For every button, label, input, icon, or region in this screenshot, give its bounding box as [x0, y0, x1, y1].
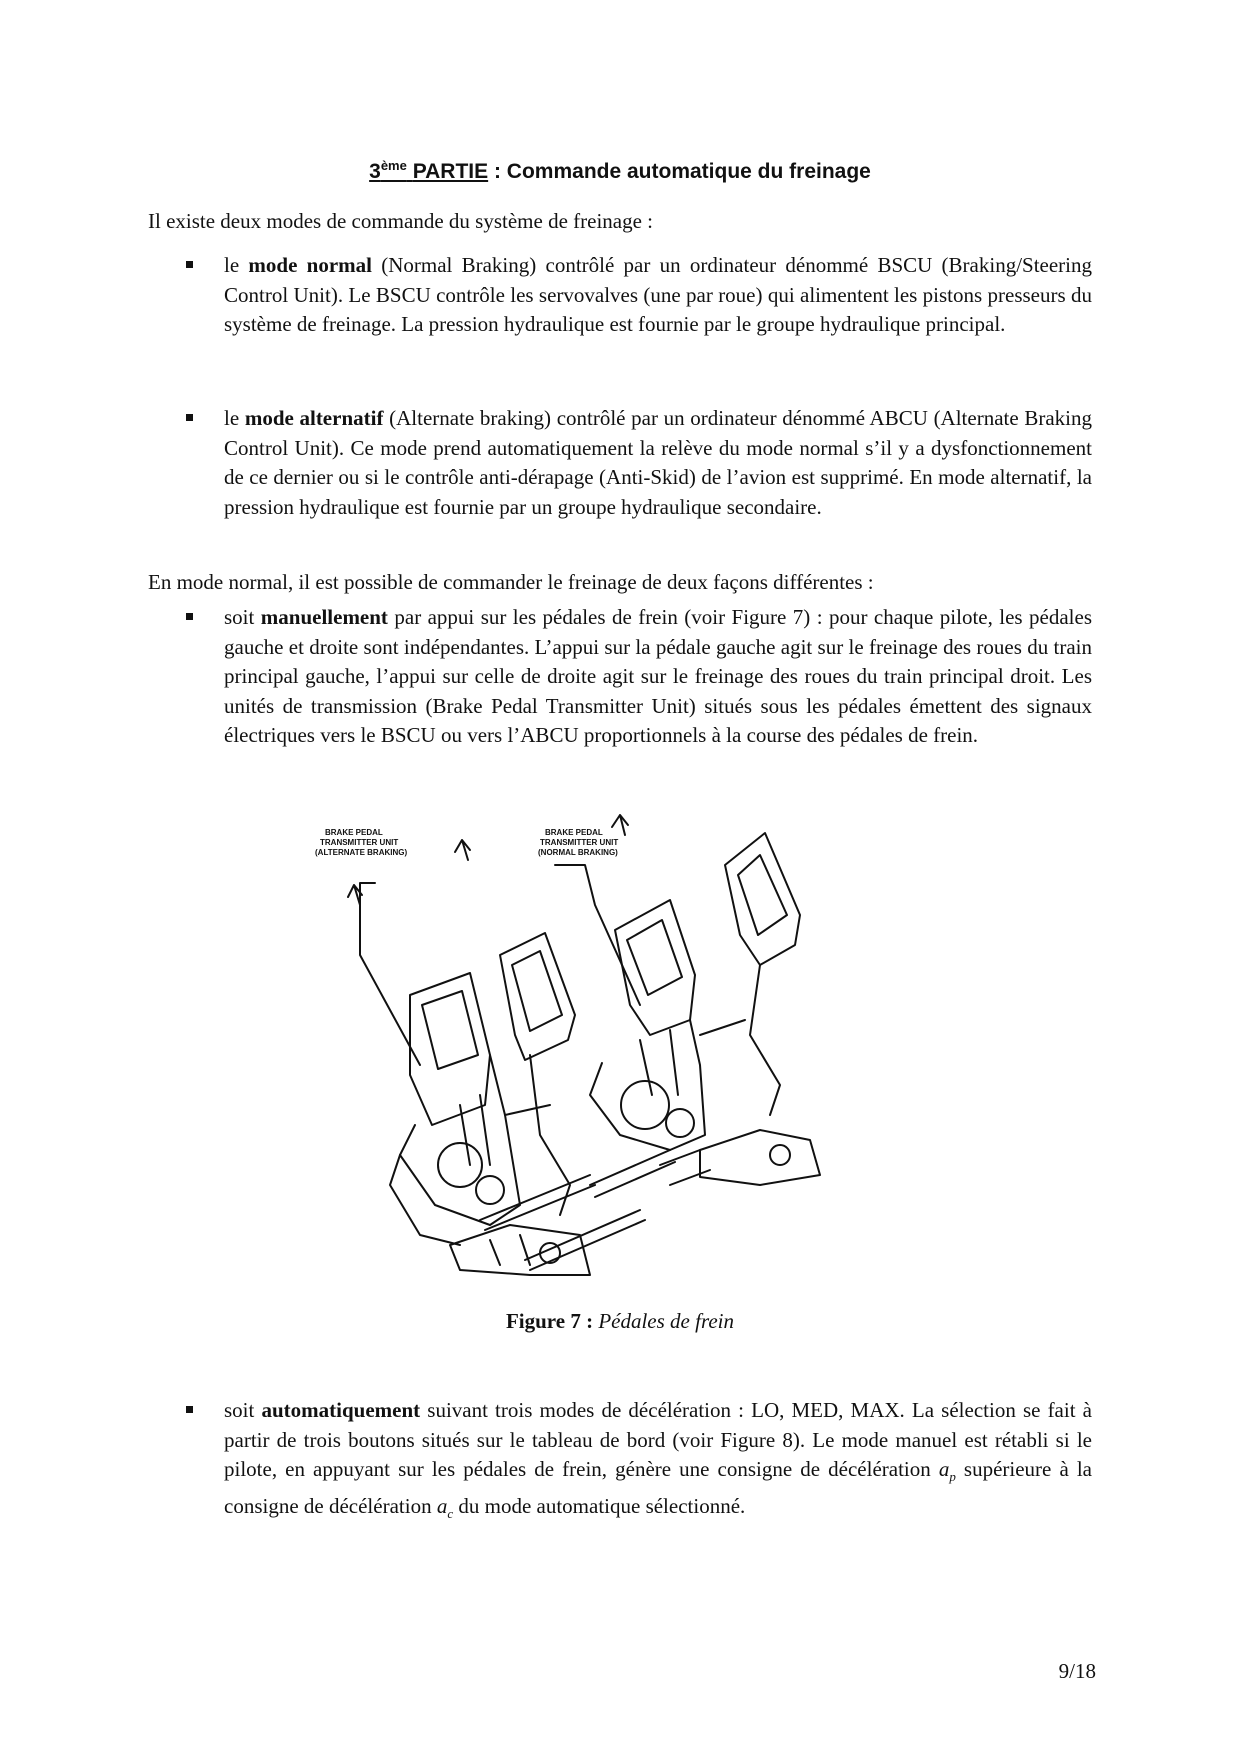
figure-label-normal-line2: TRANSMITTER UNIT [540, 838, 619, 847]
figure-caption: Figure 7 : Pédales de frein [505, 1309, 735, 1333]
title-part-number: 3ème PARTIE [369, 158, 489, 183]
mode-normal-term: mode normal [248, 253, 372, 277]
figure-label-normal-line3: (NORMAL BRAKING) [538, 848, 618, 857]
intro-paragraph: Il existe deux modes de commande du système de freinage : [148, 209, 654, 233]
figure-label-alternate-line3: (ALTERNATE BRAKING) [315, 848, 408, 857]
bullet-square-icon [186, 613, 193, 620]
figure-label-alternate-line1: BRAKE PEDAL [325, 828, 383, 837]
manual-term: manuellement [260, 605, 388, 629]
brake-pedals-figure [315, 805, 880, 1275]
bullet-mode-normal: le mode normal (Normal Braking) contrôlé par un ordinateur dénommé BSCU (Braking/Steering Control Unit). Le BSCU contrôle les servovalves (une par roue) qui alimentent les pistons presseurs du système de freinage. La pression hydraulique est fournie par le groupe hydraulique principal. [186, 251, 1092, 340]
figure-label-normal-line1: BRAKE PEDAL [545, 828, 603, 837]
page-number: 9/18 [1058, 1659, 1096, 1683]
bullet-square-icon [186, 261, 193, 268]
bullet-manual: soit manuellement par appui sur les pédales de frein (voir Figure 7) : pour chaque pilote, les pédales gauche et droite sont indépendantes. L’appui sur la pédale gauche agit sur le freinage des roues du train principal gauche, l’appui sur celle de droite agit sur le freinage des roues du train principal droit. Les unités de transmission (Brake Pedal Transmitter Unit) situés sous les pédales émettent des signaux électriques vers le BSCU ou vers l’ABCU proportionnels à la course des pédales de frein. [186, 603, 1092, 751]
bullet-mode-alternatif: le mode alternatif (Alternate braking) contrôlé par un ordinateur dénommé ABCU (Alternate Braking Control Unit). Ce mode prend automatiquement la relève du mode normal s’il y a dysfonctionnement de ce dernier ou si le contrôle anti-dérapage (Anti-Skid) de l’avion est supprimé. En mode alternatif, la pression hydraulique est fournie par un groupe hydraulique secondaire. [186, 404, 1092, 522]
section-title [0, 158, 1240, 184]
bullet-square-icon [186, 1406, 193, 1413]
mode-alternatif-term: mode alternatif [244, 406, 384, 430]
math-ap: $a_p$ [938, 1457, 956, 1485]
right-pilot-pedal-left [615, 900, 695, 1035]
bullet-square-icon [186, 414, 193, 421]
figure-label-alternate-line2: TRANSMITTER UNIT [320, 838, 399, 847]
title-text: : Commande automatique du freinage [488, 160, 871, 183]
automatic-term: automatiquement [261, 1398, 421, 1422]
math-ac: $a_c$ [436, 1493, 454, 1521]
right-pilot-pedal-right [725, 833, 800, 965]
normal-mode-intro: En mode normal, il est possible de commander le freinage de deux façons différentes : [148, 570, 874, 594]
bullet-automatic: soit automatiquement suivant trois modes de décélération : LO, MED, MAX. La sélection se fait à partir de trois boutons situés sur le tableau de bord (voir Figure 8). Le mode manuel est rétabli si le pilote, en appuyant sur les pédales de frein, génère une consigne de décélération $a_p$ supérieure à la consigne de décélération $a_c$ du mode automatique sélectionné. [186, 1396, 1092, 1528]
